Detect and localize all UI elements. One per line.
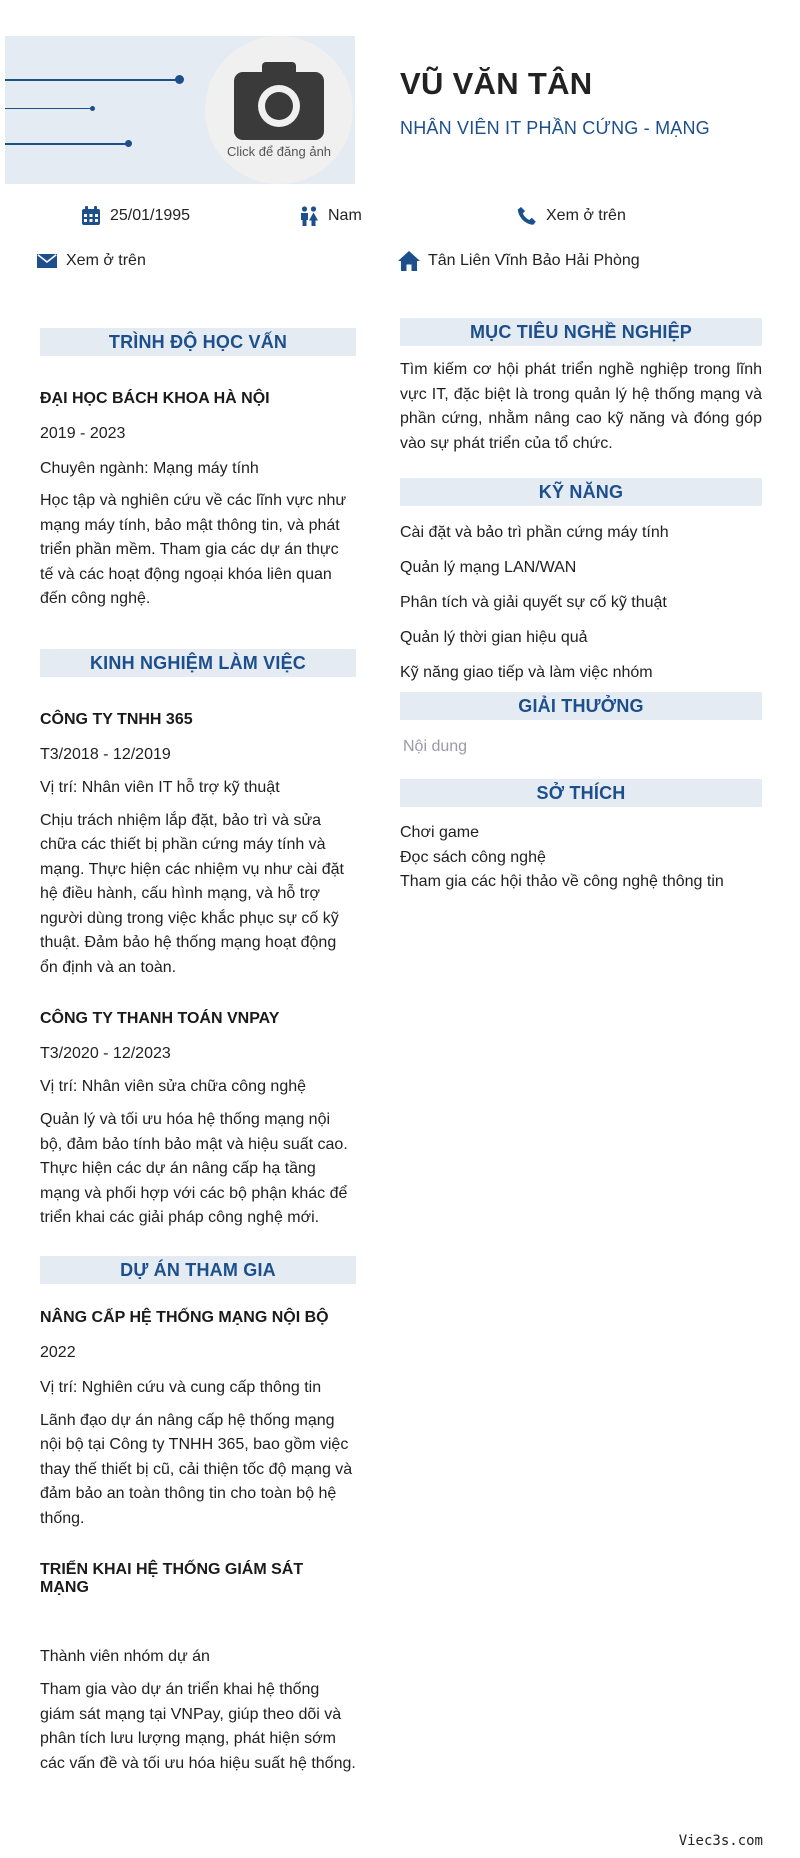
experience-title: KINH NGHIỆM LÀM VIỆC [40, 649, 356, 677]
project-item [40, 1309, 356, 1532]
phone-icon [516, 205, 538, 227]
hobby-item: Chơi game [400, 824, 479, 841]
decor-line [5, 108, 93, 109]
home-icon [398, 250, 420, 272]
contact-birthday [80, 205, 190, 227]
education-period: 2019 - 2023 [40, 425, 126, 442]
objective-title: MỤC TIÊU NGHỀ NGHIỆP [400, 318, 762, 346]
decor-line [5, 143, 129, 145]
education-school: ĐẠI HỌC BÁCH KHOA HÀ NỘI [40, 390, 270, 407]
project-name: TRIỂN KHAI HỆ THỐNG GIÁM SÁT MẠNG [40, 1561, 304, 1596]
address-value: Tân Liên Vĩnh Bảo Hải Phòng [428, 252, 640, 269]
skill-item: Phân tích và giải quyết sự cố kỹ thuật [400, 594, 667, 611]
people-icon [298, 205, 320, 227]
experience-item [40, 1010, 356, 1231]
project-role: Thành viên nhóm dự án [40, 1648, 210, 1665]
skill-item: Cài đặt và bảo trì phần cứng máy tính [400, 524, 669, 541]
contact-phone [516, 205, 626, 227]
skills-list [400, 524, 762, 686]
hobbies-title: SỞ THÍCH [400, 779, 762, 807]
hobby-item: Đọc sách công nghệ [400, 848, 546, 866]
phone-value: Xem ở trên [546, 207, 626, 224]
projects-title: DỰ ÁN THAM GIA [40, 1256, 356, 1284]
experience-description: Chịu trách nhiệm lắp đặt, bảo trì và sửa chữa các thiết bị phần cứng máy tính và mạng. Thực hiện các nhiệm vụ như cài đặt hệ điều hành, cấu hình mạng, và hỗ trợ người dùng trong việc khắc phục sự cố kỹ thuật. Đảm bảo hệ thống mạng hoạt động ổn định và an toàn. [40, 811, 344, 976]
right-column [400, 318, 762, 898]
awards-title: GIẢI THƯỞNG [400, 692, 762, 720]
contact-email [36, 250, 146, 272]
decor-line [5, 79, 181, 81]
contact-address [398, 250, 640, 272]
camera-icon [234, 62, 324, 140]
skills-title: KỸ NĂNG [400, 478, 762, 506]
birthday-value: 25/01/1995 [110, 207, 191, 224]
avatar-upload[interactable] [205, 36, 353, 184]
hobby-item: Tham gia các hội thảo về công nghệ thông tin [400, 873, 724, 890]
experience-description: Quản lý và tối ưu hóa hệ thống mạng nội bộ, đảm bảo tính bảo mật và hiệu suất cao. Thực hiện các dự án nâng cấp hạ tầng mạng và phối hợp với các bộ phận khác để triển khai các giải pháp công nghệ mới. [40, 1111, 348, 1226]
skill-item: Kỹ năng giao tiếp và làm việc nhóm [400, 664, 653, 681]
project-name: NÂNG CẤP HỆ THỐNG MẠNG NỘI BỘ [40, 1308, 329, 1326]
skill-item: Quản lý mạng LAN/WAN [400, 559, 577, 576]
project-item [40, 1561, 356, 1776]
experience-company: CÔNG TY THANH TOÁN VNPAY [40, 1010, 280, 1027]
hobbies-list [400, 824, 762, 898]
decor-dot [125, 140, 132, 147]
experience-period: T3/2020 - 12/2023 [40, 1045, 171, 1062]
education-major: Chuyên ngành: Mạng máy tính [40, 460, 259, 477]
objective-text: Tìm kiếm cơ hội phát triển nghề nghiệp trong lĩnh vực IT, đặc biệt là trong quản lý hệ thống mạng và phần cứng, nhằm nâng cao kỹ năng và đóng góp vào sự phát triển của tổ chức. [400, 361, 762, 452]
experience-position: Vị trí: Nhân viên sửa chữa công nghệ [40, 1078, 307, 1095]
job-title: NHÂN VIÊN IT PHẦN CỨNG - MẠNG [400, 118, 710, 138]
project-period: 2022 [40, 1343, 76, 1361]
education-title: TRÌNH ĐỘ HỌC VẤN [40, 328, 356, 356]
experience-position: Vị trí: Nhân viên IT hỗ trợ kỹ thuật [40, 778, 280, 796]
project-role: Vị trí: Nghiên cứu và cung cấp thông tin [40, 1378, 322, 1396]
skill-item: Quản lý thời gian hiệu quả [400, 629, 588, 646]
contact-gender [298, 205, 362, 227]
watermark: Viec3s.com [678, 1833, 763, 1849]
full-name: VŨ VĂN TÂN [400, 66, 593, 101]
decor-dot [175, 75, 184, 84]
project-description: Tham gia vào dự án triển khai hệ thống giám sát mạng tại VNPay, giúp theo dõi và phân tích lưu lượng mạng, phát hiện sớm các vấn đề và tối ưu hóa hiệu suất hệ thống. [40, 1681, 356, 1772]
gender-value: Nam [328, 207, 362, 224]
calendar-icon [80, 205, 102, 227]
decor-dot [90, 106, 95, 111]
left-column [40, 328, 356, 1776]
project-period [40, 1614, 356, 1632]
avatar-caption: Click để đăng ảnh [226, 143, 332, 159]
project-description: Lãnh đạo dự án nâng cấp hệ thống mạng nội bộ tại Công ty TNHH 365, bao gồm việc thay thế thiết bị cũ, cải thiện tốc độ mạng và đảm bảo an toàn thông tin cho toàn bộ hệ thống. [40, 1411, 353, 1527]
experience-period: T3/2018 - 12/2019 [40, 745, 171, 763]
experience-item [40, 711, 356, 981]
awards-placeholder[interactable]: Nội dung [403, 738, 468, 755]
experience-company: CÔNG TY TNHH 365 [40, 710, 193, 728]
envelope-icon [36, 250, 58, 272]
email-value: Xem ở trên [66, 252, 146, 269]
education-description: Học tập và nghiên cứu về các lĩnh vực như mạng máy tính, bảo mật thông tin, và phát triển phần mềm. Tham gia các dự án thực tế và các hoạt động ngoại khóa liên quan đến công nghệ. [40, 492, 347, 607]
